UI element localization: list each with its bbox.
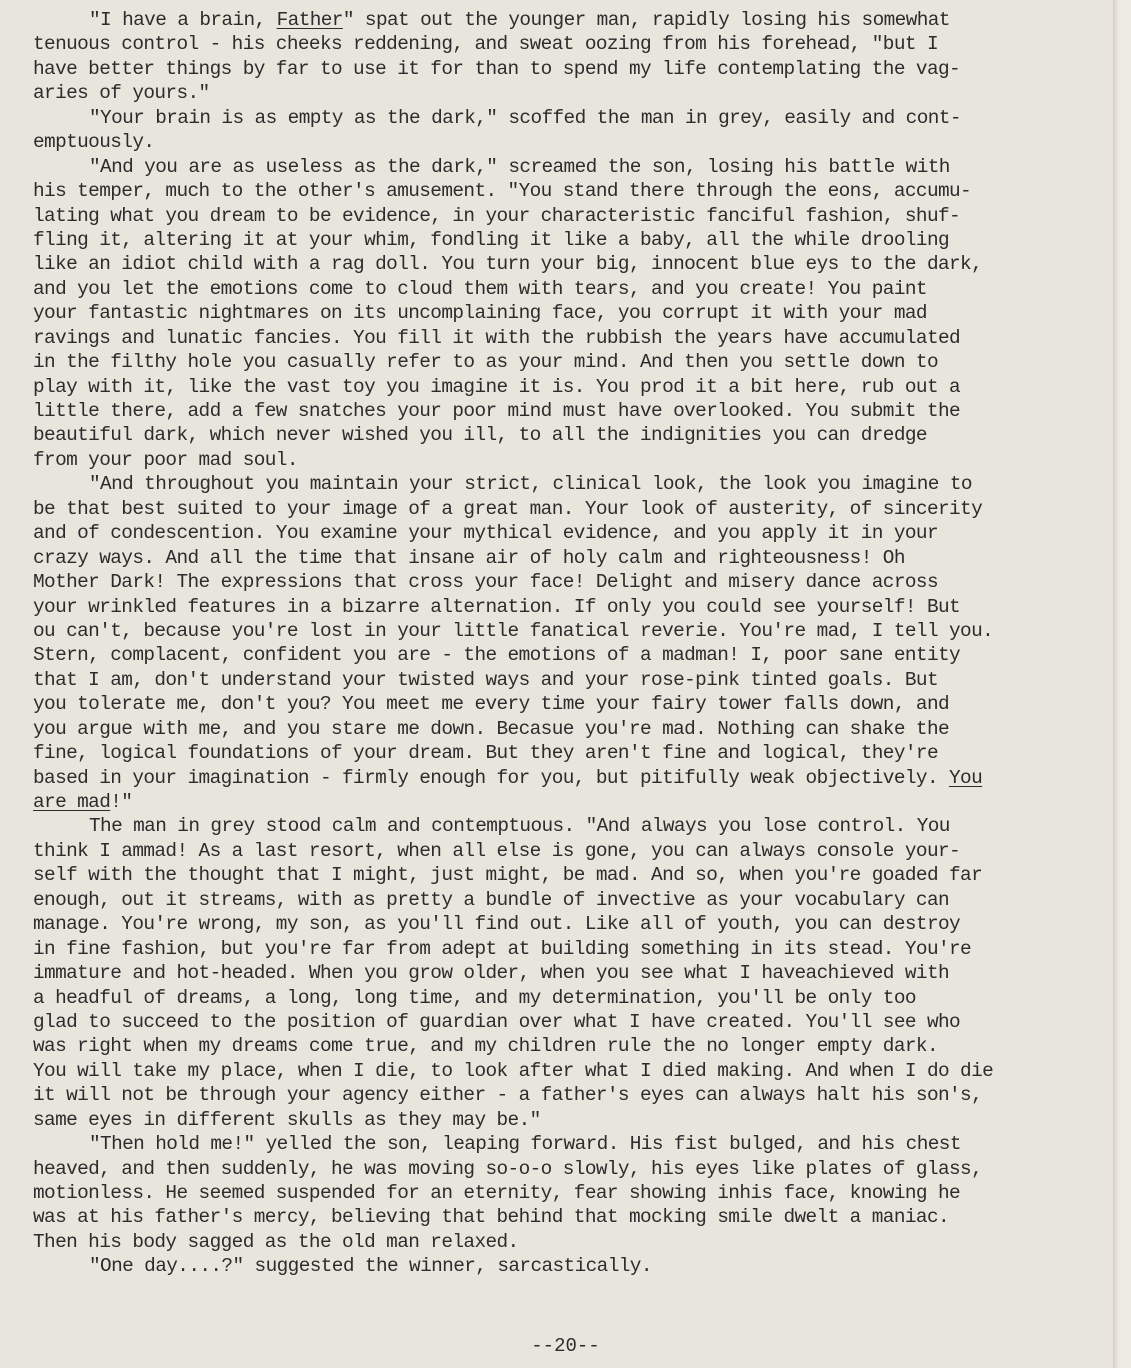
- text-line: [33, 32, 1118, 56]
- text-line: [33, 277, 1118, 301]
- line-text: fling it, altering it at your whim, fondling it like a baby, all the while drooling: [33, 228, 950, 251]
- text-line: [33, 766, 1118, 790]
- line-text: glad to succeed to the position of guardian over what I have created. You'll see who: [33, 1010, 961, 1033]
- text-line: [33, 1083, 1118, 1107]
- text-line: [33, 863, 1118, 887]
- line-text: like an idiot child with a rag doll. You turn your big, innocent blue eys to the dark,: [33, 253, 983, 276]
- line-text: and of condescention. You examine your mythical evidence, and you apply it in your: [33, 522, 938, 545]
- text-line: [33, 1181, 1118, 1205]
- text-line: [33, 986, 1118, 1010]
- text-line: [33, 1108, 1118, 1132]
- line-text: a headful of dreams, a long, long time, and my determination, you'll be only too: [33, 986, 916, 1009]
- line-text: heaved, and then suddenly, he was moving so-o-o slowly, his eyes like plates of glass,: [33, 1157, 983, 1180]
- text-line: [33, 790, 1118, 814]
- text-line: [33, 546, 1118, 570]
- line-text: self with the thought that I might, just might, be mad. And so, when you're goaded far: [33, 864, 983, 887]
- text-line: [33, 961, 1118, 985]
- line-text: and you let the emotions come to cloud them with tears, and you create! You paint: [33, 277, 927, 300]
- text-line: [33, 1254, 1118, 1278]
- line-text: from your poor mad soul.: [33, 448, 298, 471]
- text-line: [33, 301, 1118, 325]
- text-line: [33, 1157, 1118, 1181]
- text-line: [33, 497, 1118, 521]
- text-line: [33, 570, 1118, 594]
- text-line: [33, 375, 1118, 399]
- line-text-rest: " spat out the younger man, rapidly losing his somewhat: [342, 9, 950, 31]
- line-text: that I am, don't understand your twisted ways and your rose-pink tinted goals. But: [33, 668, 938, 691]
- text-line: [33, 888, 1118, 912]
- line-text: you tolerate me, don't you? You meet me every time your fairy tower falls down, and: [33, 693, 950, 716]
- text-line: [33, 668, 1118, 692]
- text-line: [33, 423, 1118, 447]
- line-text: based in your imagination - firmly enough for you, but pitifully weak objectively.: [33, 766, 950, 789]
- line-text: his temper, much to the other's amusement. "You stand there through the eons, accumu-: [33, 180, 972, 203]
- line-text: in the filthy hole you casually refer to as your mind. And then you settle down to: [33, 351, 938, 374]
- text-line: [33, 521, 1118, 545]
- facing-page-bleed: [1118, 0, 1131, 1368]
- line-text: enough, out it streams, with as pretty a bundle of invective as your vocabulary can: [33, 888, 950, 911]
- line-text: beautiful dark, which never wished you ill, to all the indignities you can dredge: [33, 424, 927, 447]
- text-line: [33, 1010, 1118, 1034]
- line-text: in fine fashion, but you're far from adept at building something in its stead. You're: [33, 937, 972, 960]
- line-text: your fantastic nightmares on its uncomplaining face, you corrupt it with your mad: [33, 302, 927, 325]
- text-line: [33, 57, 1118, 81]
- underlined-emphasis: You: [949, 766, 983, 789]
- text-line: [33, 448, 1118, 472]
- line-text: "Then hold me!" yelled the son, leaping forward. His fist bulged, and his chest: [89, 1133, 961, 1156]
- line-text: The man in grey stood calm and contemptuous. "And always you lose control. You: [89, 815, 950, 838]
- text-line: [33, 692, 1118, 716]
- line-text: was right when my dreams come true, and my children rule the no longer empty dark.: [33, 1035, 938, 1058]
- line-text: tenuous control - his cheeks reddening, and sweat oozing from his forehead, "but I: [33, 33, 938, 56]
- line-text: "And throughout you maintain your strict, clinical look, the look you imagine to: [89, 473, 972, 496]
- line-text: ou can't, because you're lost in your little fanatical reverie. You're mad, I tell you.: [33, 619, 994, 642]
- text-line: [33, 1230, 1118, 1254]
- text-line: [33, 350, 1118, 374]
- text-line: [33, 1132, 1118, 1156]
- text-line: [33, 741, 1118, 765]
- line-text: your wrinkled features in a bizarre alternation. If only you could see yourself! But: [33, 595, 961, 618]
- line-text: was at his father's mercy, believing that behind that mocking smile dwelt a maniac.: [33, 1206, 950, 1229]
- page-number: --20--: [531, 1335, 600, 1357]
- text-line: [33, 204, 1118, 228]
- document-body-text: [33, 8, 1118, 1279]
- text-line: [33, 399, 1118, 423]
- line-text: little there, add a few snatches your poor mind must have overlooked. You submit the: [33, 400, 961, 422]
- line-text: You will take my place, when I die, to look after what I died making. And when I do die: [33, 1059, 994, 1082]
- line-text: Stern, complacent, confident you are - the emotions of a madman! I, poor sane entity: [33, 644, 961, 667]
- text-line: [33, 839, 1118, 863]
- text-line: [33, 8, 1118, 32]
- page-edge-shadow: [1113, 0, 1117, 1368]
- line-text: motionless. He seemed suspended for an eternity, fear showing inhis face, knowing he: [33, 1182, 961, 1204]
- line-text: aries of yours.": [33, 82, 210, 105]
- line-text: emptuously.: [33, 131, 155, 154]
- text-line: [33, 228, 1118, 252]
- text-line: [33, 155, 1118, 179]
- line-text: same eyes in different skulls as they may be.": [33, 1108, 541, 1131]
- underlined-emphasis: Father: [276, 9, 343, 31]
- text-line: [33, 1205, 1118, 1229]
- text-line: [33, 130, 1118, 154]
- line-text: Mother Dark! The expressions that cross your face! Delight and misery dance across: [33, 571, 938, 594]
- line-text: it will not be through your agency either - a father's eyes can always halt his son's,: [33, 1084, 983, 1107]
- text-line: [33, 1059, 1118, 1083]
- line-text: "I have a brain,: [89, 9, 277, 31]
- line-text: lating what you dream to be evidence, in your characteristic fanciful fashion, shuf-: [33, 204, 961, 227]
- text-line: [33, 595, 1118, 619]
- line-text: play with it, like the vast toy you imagine it is. You prod it a bit here, rub out a: [33, 375, 961, 398]
- text-line: [33, 179, 1118, 203]
- text-line: [33, 81, 1118, 105]
- line-text: be that best suited to your image of a great man. Your look of austerity, of sincerity: [33, 497, 983, 520]
- line-text-rest: !": [110, 791, 133, 813]
- line-text: fine, logical foundations of your dream. But they aren't fine and logical, they're: [33, 742, 938, 765]
- line-text: manage. You're wrong, my son, as you'll find out. Like all of youth, you can destroy: [33, 913, 961, 936]
- line-text: Then his body sagged as the old man relaxed.: [33, 1230, 519, 1253]
- text-line: [33, 912, 1118, 936]
- line-text: have better things by far to use it for than to spend my life contemplating the vag-: [33, 57, 961, 80]
- line-text: "Your brain is as empty as the dark," scoffed the man in grey, easily and cont-: [89, 106, 961, 129]
- line-text: crazy ways. And all the time that insane air of holy calm and righteousness! Oh: [33, 546, 905, 569]
- text-line: [33, 643, 1118, 667]
- text-line: [33, 937, 1118, 961]
- text-line: [33, 326, 1118, 350]
- text-line: [33, 619, 1118, 643]
- line-text: ravings and lunatic fancies. You fill it with the rubbish the years have accumulated: [33, 326, 961, 349]
- underlined-emphasis: are mad: [33, 791, 111, 813]
- line-text: "And you are as useless as the dark," screamed the son, losing his battle with: [89, 155, 950, 178]
- text-line: [33, 472, 1118, 496]
- text-line: [33, 1034, 1118, 1058]
- line-text: you argue with me, and you stare me down. Becasue you're mad. Nothing can shake the: [33, 717, 950, 740]
- line-text: "One day....?" suggested the winner, sarcastically.: [89, 1255, 652, 1278]
- line-text: immature and hot-headed. When you grow older, when you see what I haveachieved with: [33, 962, 950, 985]
- text-line: [33, 106, 1118, 130]
- text-line: [33, 252, 1118, 276]
- line-text: think I ammad! As a last resort, when all else is gone, you can always console your-: [33, 839, 961, 862]
- text-line: [33, 814, 1118, 838]
- text-line: [33, 717, 1118, 741]
